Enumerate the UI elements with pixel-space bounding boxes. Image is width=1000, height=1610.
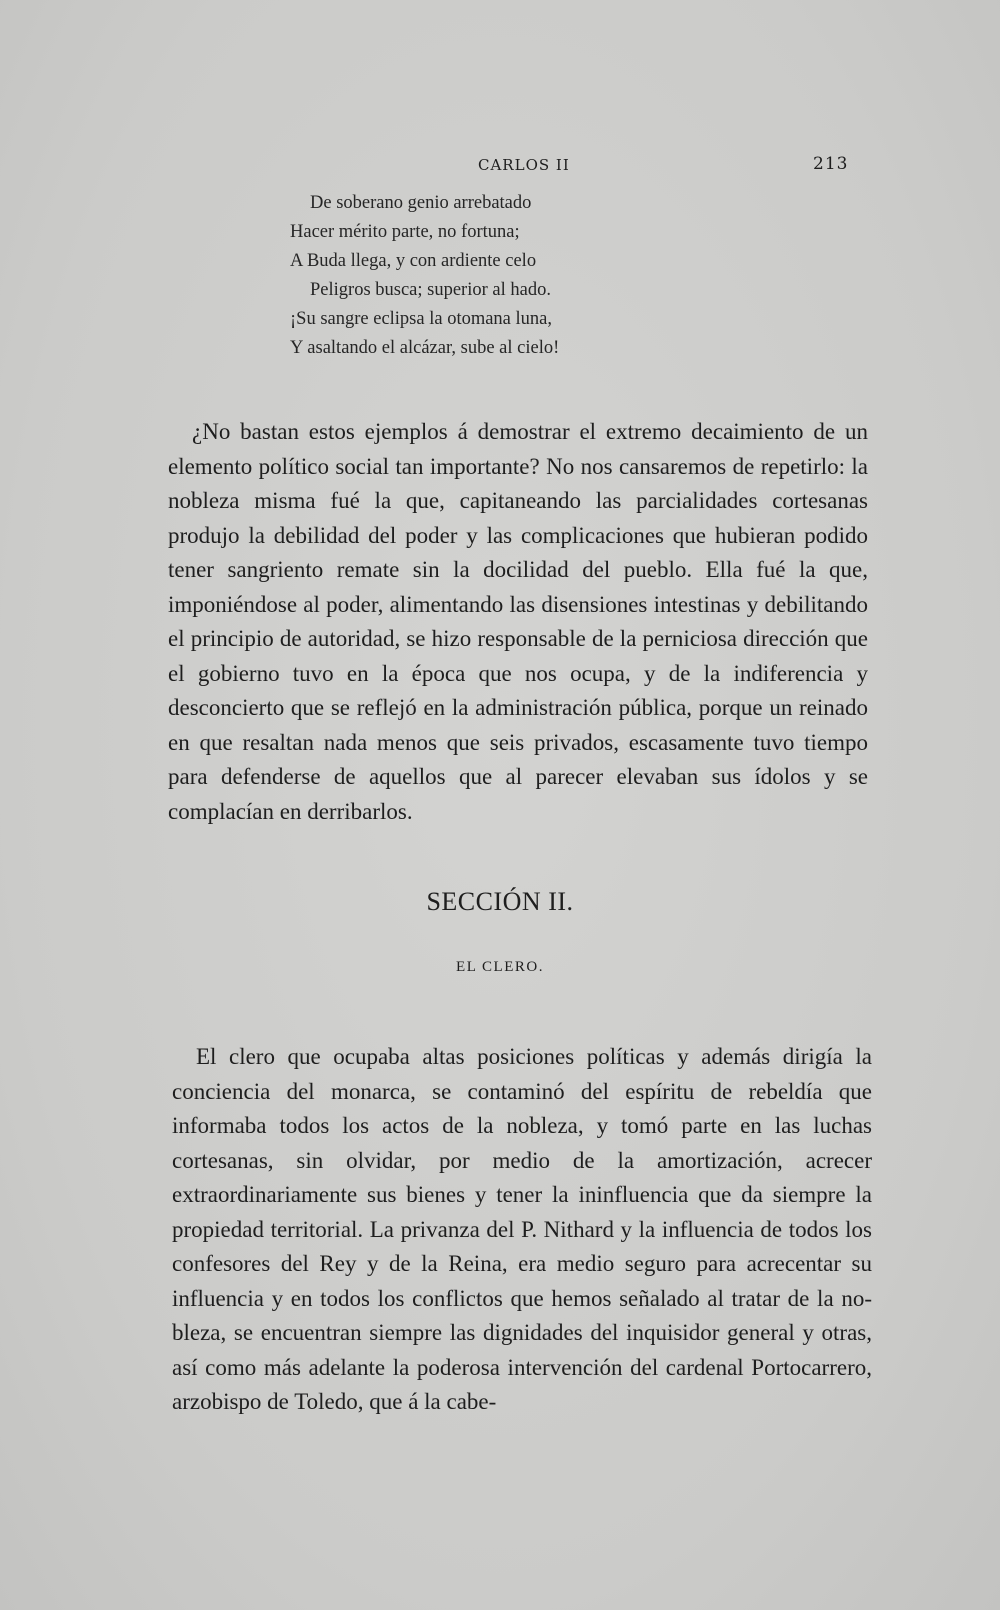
page-number: 213 bbox=[813, 154, 849, 174]
body-paragraph: ¿No bastan estos ejemplos á demostrar el extremo decaimiento de un elemento político social tan importante? No nos cansaremos de repetirlo: la nobleza misma fué la que, capitaneando las parcialidades cortesanas produjo la debilidad del poder y las complicaciones que hubieran podido tener sangriento remate sin la docilidad del pueblo. Ella fué la que, imponiéndose al poder, alimentando las disensiones intestinas y debilitando el principio de autoridad, se hizo responsable de la perniciosa dirección que el gobierno tuvo en la época que nos ocupa, y de la indiferencia y desconcierto que se reflejó en la administración pública, porque un reinado en que resaltan nada menos que seis privados, escasamente tuvo tiempo para defenderse de aquellos que al parecer elevaban sus ídolos y se complacían en derribarlos. bbox=[168, 419, 868, 824]
verse-line: Peligros busca; superior al hado. bbox=[310, 280, 551, 300]
section-subtitle: EL CLERO. bbox=[456, 959, 544, 975]
verse-line: De soberano genio arrebatado bbox=[310, 193, 532, 213]
verse-line: Y asaltando el alcázar, sube al cielo! bbox=[290, 338, 560, 358]
verse-line: A Buda llega, y con ardiente celo bbox=[290, 251, 537, 271]
section-title: SECCIÓN II. bbox=[426, 887, 574, 916]
verse-line: ¡Su sangre eclipsa la otomana luna, bbox=[290, 309, 552, 329]
running-title: CARLOS II bbox=[478, 156, 570, 174]
page-header bbox=[0, 152, 1000, 182]
verse-line: Hacer mérito parte, no fortuna; bbox=[290, 222, 520, 242]
body-paragraph: El clero que ocupaba altas posiciones políticas y además dirigía la conciencia del monarca, se contaminó del espíritu de rebeldía que informaba todos los actos de la nobleza, y tomó parte en las luchas cortesanas, sin olvidar, por medio de la amortización, acrecer extraordinariamente sus bienes y tener la ininfluencia que da siempre la propiedad territorial. La privanza del P. Nithard y la influencia de todos los confesores del Rey y de la Reina, era medio seguro para acrecentar su influencia y en todos los conflictos que hemos señalado al tratar de la nobleza, se encuentran siempre las dignidades del inquisidor general y otras, así como más adelante la poderosa intervención del cardenal Portocarrero, arzobispo de Toledo, que á la cabe- bbox=[172, 1044, 872, 1414]
verse-block bbox=[290, 189, 850, 363]
